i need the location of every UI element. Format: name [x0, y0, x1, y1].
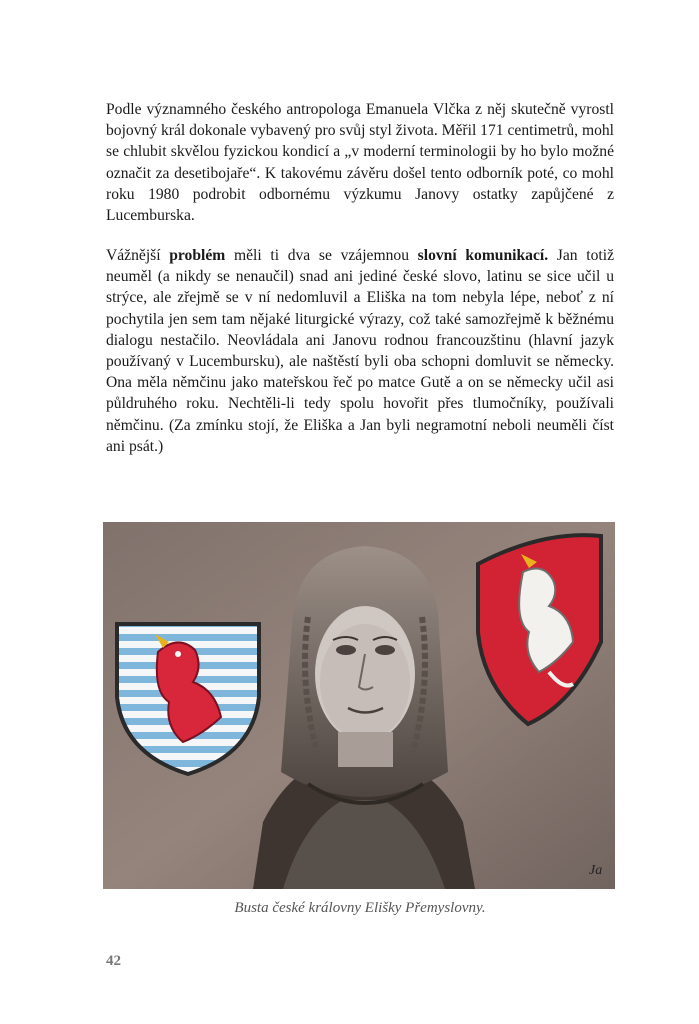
illustration-drawing: [103, 522, 615, 889]
illustration-bust-queen-eliska: [103, 522, 615, 889]
figure-caption: Busta české královny Elišky Přemyslovny.: [234, 900, 486, 916]
page-number: 42: [106, 953, 121, 969]
bold-term-problem: problém: [169, 247, 226, 264]
artist-signature: Ja: [589, 863, 603, 878]
bold-term-communication: slovní komunikací.: [417, 247, 549, 264]
paragraph-1: [106, 99, 614, 226]
bust-right-eye: [375, 645, 395, 655]
paragraph-1-text: Podle významného českého antropologa Emanuela Vlčka z něj skutečně vyrostl bojovný král dokonale vybavený pro svůj styl života. Měřil 171 centimetrů, mohl se chlubit skvělou fyzickou kondicí a „v moderní terminologii by ho bylo možné označit za desetibojaře“. K takovému závěru došel tento odborník poté, co mohl roku 1980 podrobit odbornému výzkumu Janovy ostatky zapůjčené z Lucemburska.: [106, 101, 614, 225]
paragraph-2-text: [106, 245, 614, 457]
paragraph-2-part-3: Jan totiž neuměl (a nikdy se nenaučil) snad ani jediné české slovo, latinu se sice učil u strýce, ale zřejmě se v ní nedomluvil a Eliška na tom nebyla lépe, neboť z ní pochytila jen sem tam nějaké liturgické výrazy, což také samozřejmě k běžnému dialogu nestačilo. Neovládala ani Janovu rodnou francouzštinu (hlavní jazyk používaný v Lucembursku), ale naštěstí byli oba schopni domluvit se německy. Ona měla němčinu jako mateřskou řeč po matce Gutě a on se německy učil asi půldruhého roku. Nechtěli-li tedy spolu hovořit přes tlumočníky, používali němčinu. (Za zmínku stojí, že Eliška a Jan byli negramotní neboli neuměli číst ani psát.): [106, 247, 614, 455]
paragraph-2: [106, 245, 614, 457]
paragraph-2-part-1: Vážnější: [106, 247, 170, 264]
paragraph-2-part-2: měli ti dva se vzájemnou: [225, 247, 418, 264]
bust-left-eye: [336, 645, 356, 655]
